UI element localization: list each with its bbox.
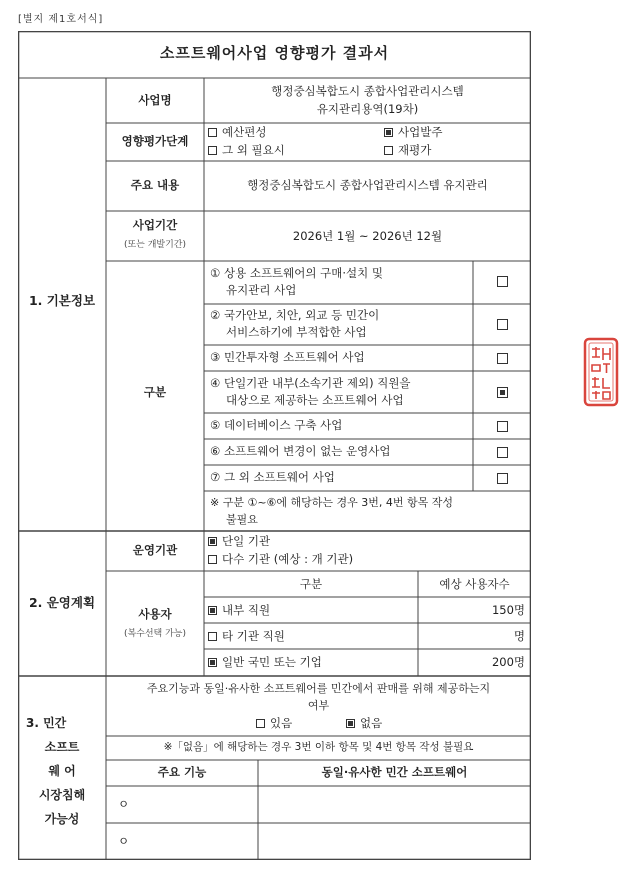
market-question-line1: 주요기능과 동일·유사한 소프트웨어를 민간에서 판매를 위해 제공하는지 xyxy=(146,682,491,695)
org-option-multiple[interactable]: 다수 기관 (예상 : 개 기관) xyxy=(208,551,353,568)
category-3-line1: ③ 민간투자형 소프트웨어 사업 xyxy=(210,350,365,364)
checkbox-checked-icon xyxy=(384,128,393,137)
function-bullet-1: ㅇ xyxy=(118,797,130,811)
col-main-function: 주요 기능 xyxy=(157,765,207,779)
users-row-other-org[interactable]: 타 기관 직원 xyxy=(208,628,285,645)
category-7-checkbox[interactable] xyxy=(497,473,508,484)
category-2-checkbox[interactable] xyxy=(497,319,508,330)
answer-no[interactable]: 없음 xyxy=(346,715,382,732)
function-bullet-2: ㅇ xyxy=(118,834,130,848)
org-label: 운영기관 xyxy=(132,543,178,557)
form-label: [별지 제1호서식] xyxy=(18,14,104,25)
users-label: 사용자 xyxy=(138,607,172,621)
checkbox-checked-icon xyxy=(346,719,355,728)
stage-option-other[interactable]: 그 외 필요시 xyxy=(208,142,285,159)
users-row-internal-count: 150명 xyxy=(491,603,525,617)
category-6-line1: ⑥ 소프트웨어 변경이 없는 운영사업 xyxy=(210,444,391,458)
stage-option-reevaluation[interactable]: 재평가 xyxy=(384,142,431,159)
assessment-form xyxy=(18,31,531,860)
users-col-count: 예상 사용자수 xyxy=(439,577,510,591)
category-6-checkbox[interactable] xyxy=(497,447,508,458)
period-value: 2026년 1월 ~ 2026년 12월 xyxy=(292,229,443,243)
checkbox-checked-icon xyxy=(208,606,217,615)
category-note-line1: ※ 구분 ①~⑥에 해당하는 경우 3번, 4번 항목 작성 xyxy=(210,496,454,509)
section3-label-line2: 소프트 xyxy=(44,740,80,754)
section3-label-line5: 가능성 xyxy=(44,812,80,826)
category-5-line1: ⑤ 데이터베이스 구축 사업 xyxy=(210,418,343,432)
category-1-line2: 유지관리 사업 xyxy=(226,283,297,297)
category-1-line1: ① 상용 소프트웨어의 구매·설치 및 xyxy=(210,266,384,280)
category-3-checkbox[interactable] xyxy=(497,353,508,364)
checkbox-icon xyxy=(256,719,265,728)
category-7-line1: ⑦ 그 외 소프트웨어 사업 xyxy=(210,470,335,484)
org-option-single[interactable]: 단일 기관 xyxy=(208,533,270,550)
content-value: 행정중심복합도시 종합사업관리시스템 유지관리 xyxy=(247,178,488,192)
col-similar-software: 동일·유사한 민간 소프트웨어 xyxy=(321,765,468,779)
checkbox-icon xyxy=(208,555,217,564)
section3-label-line4: 시장침해 xyxy=(38,788,86,802)
category-label: 구분 xyxy=(143,385,167,399)
category-4-line1: ④ 단일기관 내부(소속기관 제외) 직원을 xyxy=(210,376,411,390)
checkbox-icon xyxy=(208,128,217,137)
stage-label: 영향평가단계 xyxy=(121,134,189,148)
category-1-checkbox[interactable] xyxy=(497,276,508,287)
category-2-line2: 서비스하기에 부적합한 사업 xyxy=(226,325,367,339)
section1-label: 1. 기본정보 xyxy=(28,293,96,308)
project-name-line2: 유지관리용역(19차) xyxy=(316,102,419,116)
project-name-label: 사업명 xyxy=(138,93,172,107)
market-question-line2: 여부 xyxy=(307,699,330,712)
stage-option-budget[interactable]: 예산편성 xyxy=(208,124,266,141)
checkbox-icon xyxy=(208,632,217,641)
period-label: 사업기간 xyxy=(132,218,178,232)
users-row-internal[interactable]: 내부 직원 xyxy=(208,602,270,619)
section2-label: 2. 운영계획 xyxy=(28,595,96,610)
section3-label-line1: 3. 민간 xyxy=(26,716,67,730)
form-title: 소프트웨어사업 영향평가 결과서 xyxy=(159,44,390,62)
section3-label-line3: 웨 어 xyxy=(48,764,76,778)
market-note: ※「없음」에 해당하는 경우 3번 이하 항목 및 4번 항목 작성 불필요 xyxy=(163,741,474,753)
official-seal xyxy=(583,337,619,407)
category-2-line1: ② 국가안보, 치안, 외교 등 민간이 xyxy=(210,308,380,322)
answer-yes[interactable]: 있음 xyxy=(256,715,292,732)
category-5-checkbox[interactable] xyxy=(497,421,508,432)
checkbox-checked-icon xyxy=(208,537,217,546)
users-row-other-org-count: 명 xyxy=(513,629,525,643)
users-col-category: 구분 xyxy=(299,577,323,591)
project-name-line1: 행정중심복합도시 종합사업관리시스템 xyxy=(271,84,464,98)
users-row-public[interactable]: 일반 국민 또는 기업 xyxy=(208,654,322,671)
category-note-line2: 불필요 xyxy=(226,513,258,526)
stage-option-order[interactable]: 사업발주 xyxy=(384,124,442,141)
category-4-line2: 대상으로 제공하는 소프트웨어 사업 xyxy=(226,393,404,407)
seal-stamp-icon xyxy=(583,337,619,407)
category-4-checkbox[interactable] xyxy=(497,387,508,398)
content-label: 주요 내용 xyxy=(130,178,180,192)
users-sublabel: (복수선택 가능) xyxy=(123,629,187,639)
checkbox-icon xyxy=(384,146,393,155)
period-sublabel: (또는 개발기간) xyxy=(123,240,187,250)
users-row-public-count: 200명 xyxy=(491,655,525,669)
checkbox-checked-icon xyxy=(208,658,217,667)
checkbox-icon xyxy=(208,146,217,155)
